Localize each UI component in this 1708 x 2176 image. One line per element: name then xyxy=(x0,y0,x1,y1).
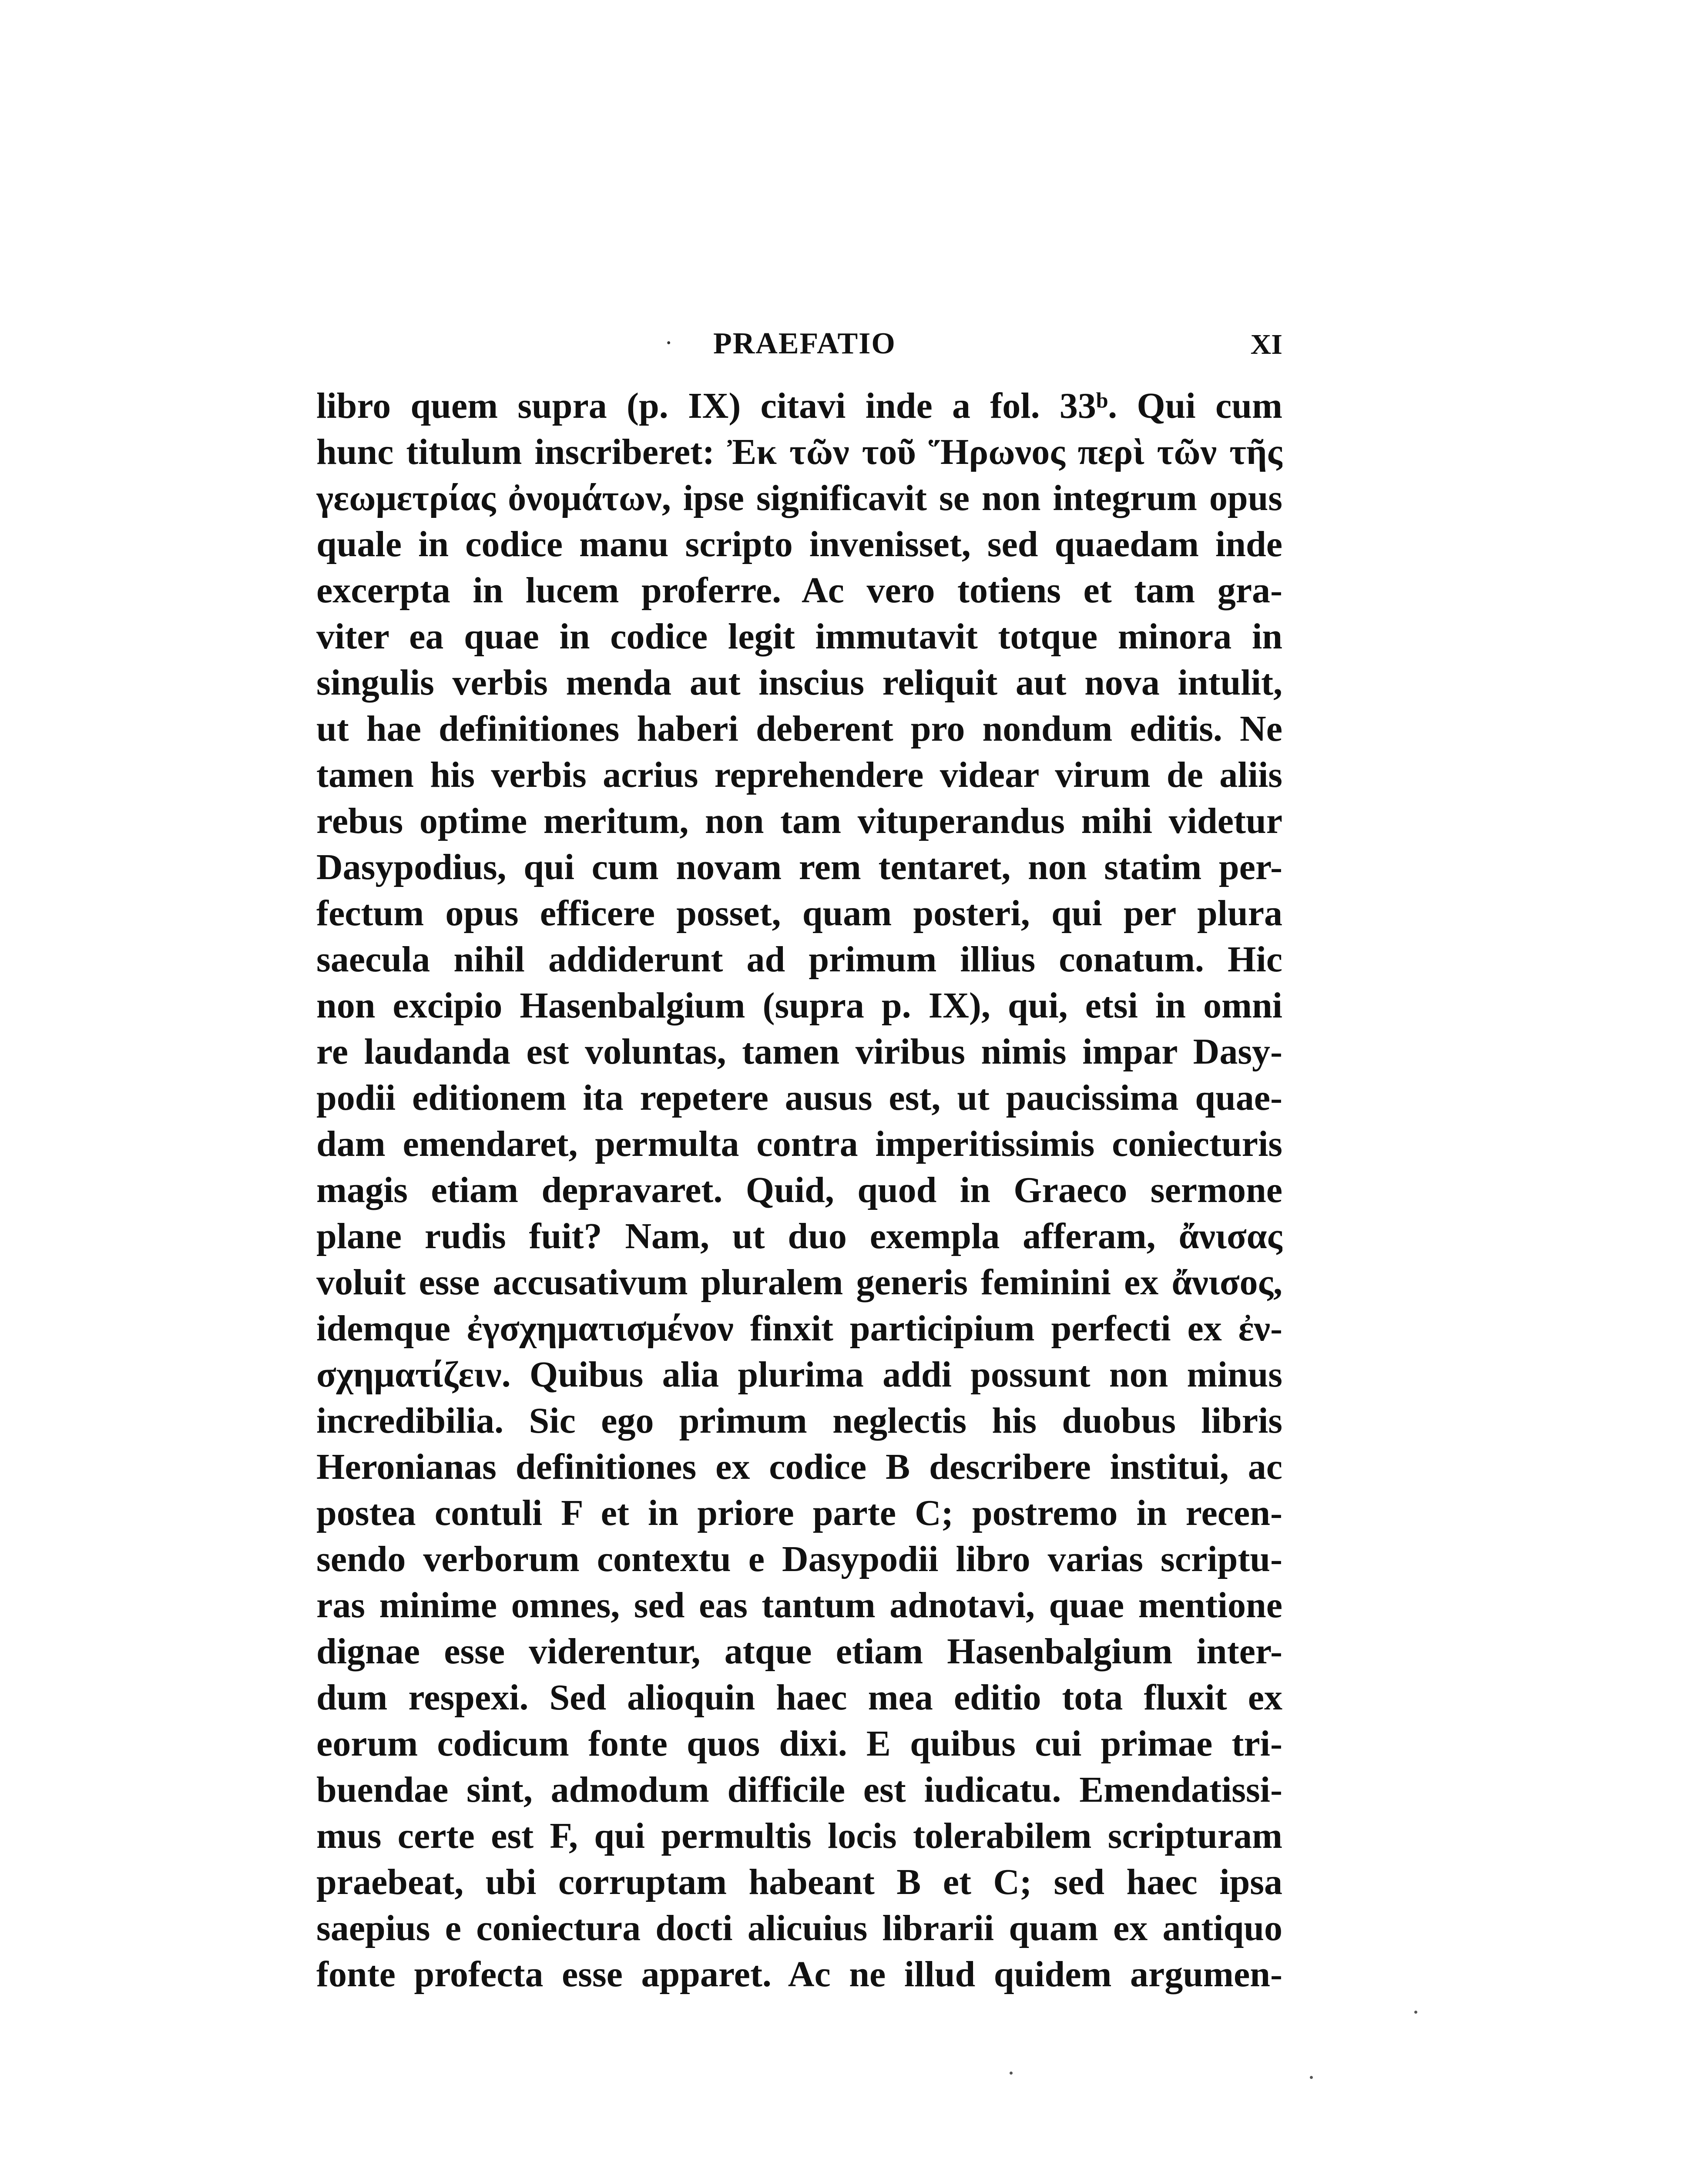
text-line: mus certe est F, qui permultis locis tolerabilem scripturam xyxy=(316,1816,1282,1856)
text-line: singulis verbis menda aut inscius reliquit aut nova intulit, xyxy=(316,662,1282,703)
text-line: fonte profecta esse apparet. Ac ne illud quidem argumen- xyxy=(316,1954,1282,1995)
text-line: praebeat, ubi corruptam habeant B et C; sed haec ipsa xyxy=(316,1862,1282,1902)
text-line: saecula nihil addiderunt ad primum illius conatum. Hic xyxy=(316,939,1282,980)
text-line: plane rudis fuit? Nam, ut duo exempla afferam, ἄνισας xyxy=(316,1216,1282,1256)
page-header xyxy=(316,318,1282,366)
text-line: ras minime omnes, sed eas tantum adnotavi, quae mentione xyxy=(316,1585,1282,1625)
text-line: podii editionem ita repetere ausus est, ut paucissima quae- xyxy=(316,1078,1282,1118)
header-marks: · xyxy=(664,329,673,357)
running-head: PRAEFATIO xyxy=(713,327,896,360)
scan-speck xyxy=(1010,2072,1013,2075)
text-line: saepius e coniectura docti alicuius librarii quam ex antiquo xyxy=(316,1908,1282,1948)
text-line: γεωμετρίας ὀνομάτων, ipse significavit se non integrum opus xyxy=(316,478,1282,518)
text-line: fectum opus efficere posset, quam posteri, qui per plura xyxy=(316,893,1282,934)
text-line: Dasypodius, qui cum novam rem tentaret, non statim per- xyxy=(316,847,1282,887)
text-line: tamen his verbis acrius reprehendere videar virum de aliis xyxy=(316,755,1282,795)
text-line: ut hae definitiones haberi deberent pro nondum editis. Ne xyxy=(316,709,1282,749)
text-line: idemque ἐγσχηματισμένον finxit participium perfecti ex ἐν- xyxy=(316,1308,1282,1349)
text-line: dum respexi. Sed alioquin haec mea editio tota fluxit ex xyxy=(316,1677,1282,1718)
text-line: excerpta in lucem proferre. Ac vero totiens et tam gra- xyxy=(316,570,1282,611)
text-line: Heronianas definitiones ex codice B describere institui, ac xyxy=(316,1447,1282,1487)
text-line: hunc titulum inscriberet: Ἐκ τῶν τοῦ Ἥρωνος περὶ τῶν τῆς xyxy=(316,432,1282,472)
text-line: re laudanda est voluntas, tamen viribus nimis impar Dasy- xyxy=(316,1031,1282,1072)
text-line: non excipio Hasenbalgium (supra p. IX), qui, etsi in omni xyxy=(316,985,1282,1026)
text-line: postea contuli F et in priore parte C; postremo in recen- xyxy=(316,1493,1282,1533)
text-line: buendae sint, admodum difficile est iudicatu. Emendatissi- xyxy=(316,1770,1282,1810)
text-line: dam emendaret, permulta contra imperitissimis coniecturis xyxy=(316,1124,1282,1164)
text-line: incredibilia. Sic ego primum neglectis his duobus libris xyxy=(316,1400,1282,1441)
text-line: voluit esse accusativum pluralem generis feminini ex ἄνισος, xyxy=(316,1262,1282,1303)
text-line: magis etiam depravaret. Quid, quod in Graeco sermone xyxy=(316,1170,1282,1210)
text-line: eorum codicum fonte quos dixi. E quibus cui primae tri- xyxy=(316,1723,1282,1764)
text-line: viter ea quae in codice legit immutavit totque minora in xyxy=(316,616,1282,657)
text-line: rebus optime meritum, non tam vituperandus mihi videtur xyxy=(316,801,1282,841)
scan-speck xyxy=(1414,2011,1417,2014)
body-text xyxy=(316,383,1282,1998)
scan-speck xyxy=(1310,2076,1313,2079)
text-line: quale in codice manu scripto invenisset, sed quaedam inde xyxy=(316,524,1282,564)
text-line: sendo verborum contextu e Dasypodii libro varias scriptu- xyxy=(316,1539,1282,1579)
text-line: dignae esse viderentur, atque etiam Hasenbalgium inter- xyxy=(316,1631,1282,1672)
text-line: libro quem supra (p. IX) citavi inde a fol. 33ᵇ. Qui cum xyxy=(316,386,1282,426)
page-number: XI xyxy=(1250,329,1282,360)
text-line: σχηματίζειν. Quibus alia plurima addi possunt non minus xyxy=(316,1354,1282,1395)
